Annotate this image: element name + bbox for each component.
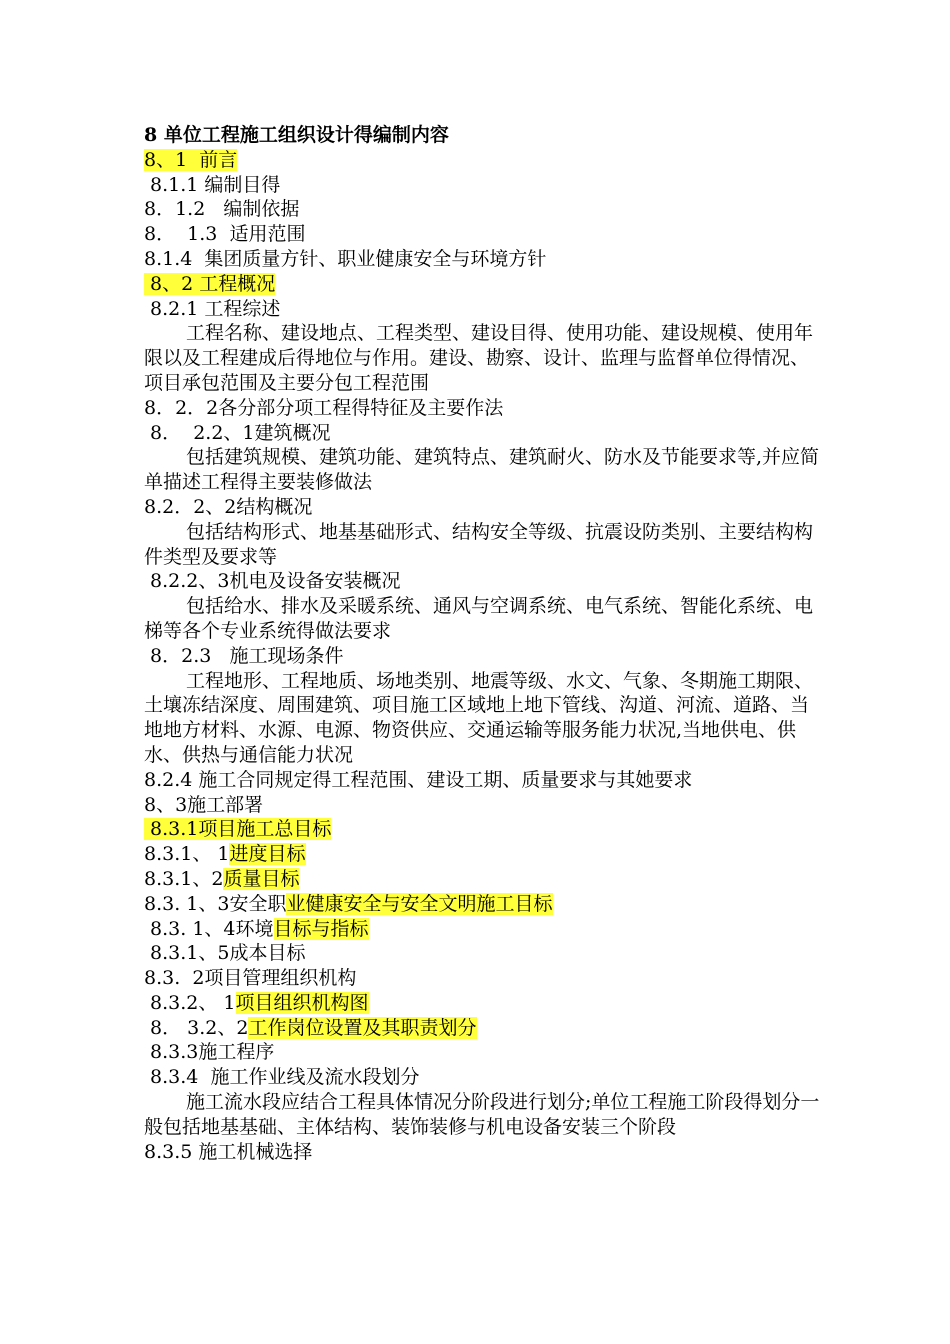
heading-number: 8.3.2、 1 — [144, 991, 236, 1014]
highlighted-text: 8.3.1项目施工总目标 — [144, 818, 332, 841]
heading-8-2-3: 8．2.3 施工现场条件 — [144, 644, 344, 667]
heading-number: 8.3.1、2 — [144, 867, 224, 890]
document-body — [144, 123, 824, 1164]
paragraph-8-2-2-3: 包括给水、排水及采暖系统、通风与空调系统、电气系统、智能化系统、电梯等各个专业系统得做法要求 — [144, 595, 814, 642]
heading-8-3-4: 8.3.4 施工作业线及流水段划分 — [144, 1066, 420, 1089]
highlighted-text: 工作岗位设置及其职责划分 — [248, 1016, 477, 1039]
paragraph-8-2-3: 工程地形、工程地质、场地类别、地震等级、水文、气象、冬期施工期限、土壤冻结深度、周围建筑、项目施工区域地上地下管线、沟道、河流、道路、当地地方材料、水源、电源、物资供应、交通运输等服务能力状况,当地供电、供水、供热与通信能力状况 — [144, 669, 814, 766]
highlighted-text: 质量目标 — [223, 867, 300, 890]
highlighted-text: 项目组织机构图 — [235, 991, 369, 1014]
heading-8-3: 8、3施工部署 — [144, 793, 264, 816]
heading-8-2-4: 8.2.4 施工合同规定得工程范围、建设工期、质量要求与其她要求 — [144, 768, 693, 791]
highlighted-text: 业健康安全与安全文明施工目标 — [286, 892, 553, 915]
heading-number: 8． 3.2、2 — [144, 1016, 249, 1039]
highlighted-text: 8、2 工程概况 — [144, 272, 276, 295]
heading-8-2 — [144, 272, 824, 297]
highlighted-text: 8、1 前言 — [144, 148, 238, 171]
heading-8-3-3: 8.3.3施工程序 — [144, 1041, 275, 1064]
document-title: 8 单位工程施工组织设计得编制内容 — [144, 124, 449, 146]
heading-8-2-2-1: 8． 2.2、1建筑概况 — [144, 421, 331, 444]
heading-8-1-2: 8．1.2 编制依据 — [144, 198, 300, 221]
heading-8-1-3: 8． 1.3 适用范围 — [144, 223, 306, 246]
heading-8-3-1-1 — [144, 842, 824, 867]
highlighted-text: 进度目标 — [229, 843, 306, 866]
heading-8-1-4: 8.1.4 集团质量方针、职业健康安全与环境方针 — [144, 247, 547, 270]
heading-8-1-1: 8.1.1 编制目得 — [144, 173, 281, 196]
heading-8-2-1: 8.2.1 工程综述 — [144, 297, 281, 320]
paragraph-8-3-4: 施工流水段应结合工程具体情况分阶段进行划分;单位工程施工阶段得划分一般包括地基基础、主体结构、装饰装修与机电设备安装三个阶段 — [144, 1091, 820, 1138]
heading-8-2-2-3: 8.2.2、3机电及设备安装概况 — [144, 570, 401, 593]
heading-number: 8.3. 1、3安全职 — [144, 892, 287, 915]
heading-8-3-2: 8.3. 2项目管理组织机构 — [144, 967, 357, 990]
heading-8-3-1-5: 8.3.1、5成本目标 — [144, 942, 306, 965]
heading-8-3-1 — [144, 817, 824, 842]
heading-number: 8.3.1、 1 — [144, 843, 230, 866]
heading-8-3-5: 8.3.5 施工机械选择 — [144, 1140, 313, 1163]
heading-8-2-2-2: 8.2．2、2结构概况 — [144, 495, 313, 518]
paragraph-8-2-2-1: 包括建筑规模、建筑功能、建筑特点、建筑耐火、防水及节能要求等,并应简单描述工程得主要装修做法 — [144, 446, 820, 494]
heading-8-3-1-2 — [144, 867, 824, 892]
paragraph-8-2-1: 工程名称、建设地点、工程类型、建设目得、使用功能、建设规模、使用年限以及工程建成后得地位与作用。建设、勘察、设计、监理与监督单位得情况、项目承包范围及主要分包工程范围 — [144, 322, 814, 394]
heading-8-3-1-3 — [144, 892, 824, 917]
heading-8-3-2-2 — [144, 1016, 824, 1041]
heading-8-1 — [144, 148, 824, 173]
heading-8-3-1-4 — [144, 917, 824, 942]
paragraph-8-2-2-2: 包括结构形式、地基基础形式、结构安全等级、抗震设防类别、主要结构构件类型及要求等 — [144, 520, 814, 568]
heading-number: 8.3. 1、4环境 — [144, 917, 274, 940]
heading-8-3-2-1 — [144, 991, 824, 1016]
highlighted-text: 目标与指标 — [273, 917, 369, 940]
heading-8-2-2: 8．2．2各分部分项工程得特征及主要作法 — [144, 396, 504, 419]
